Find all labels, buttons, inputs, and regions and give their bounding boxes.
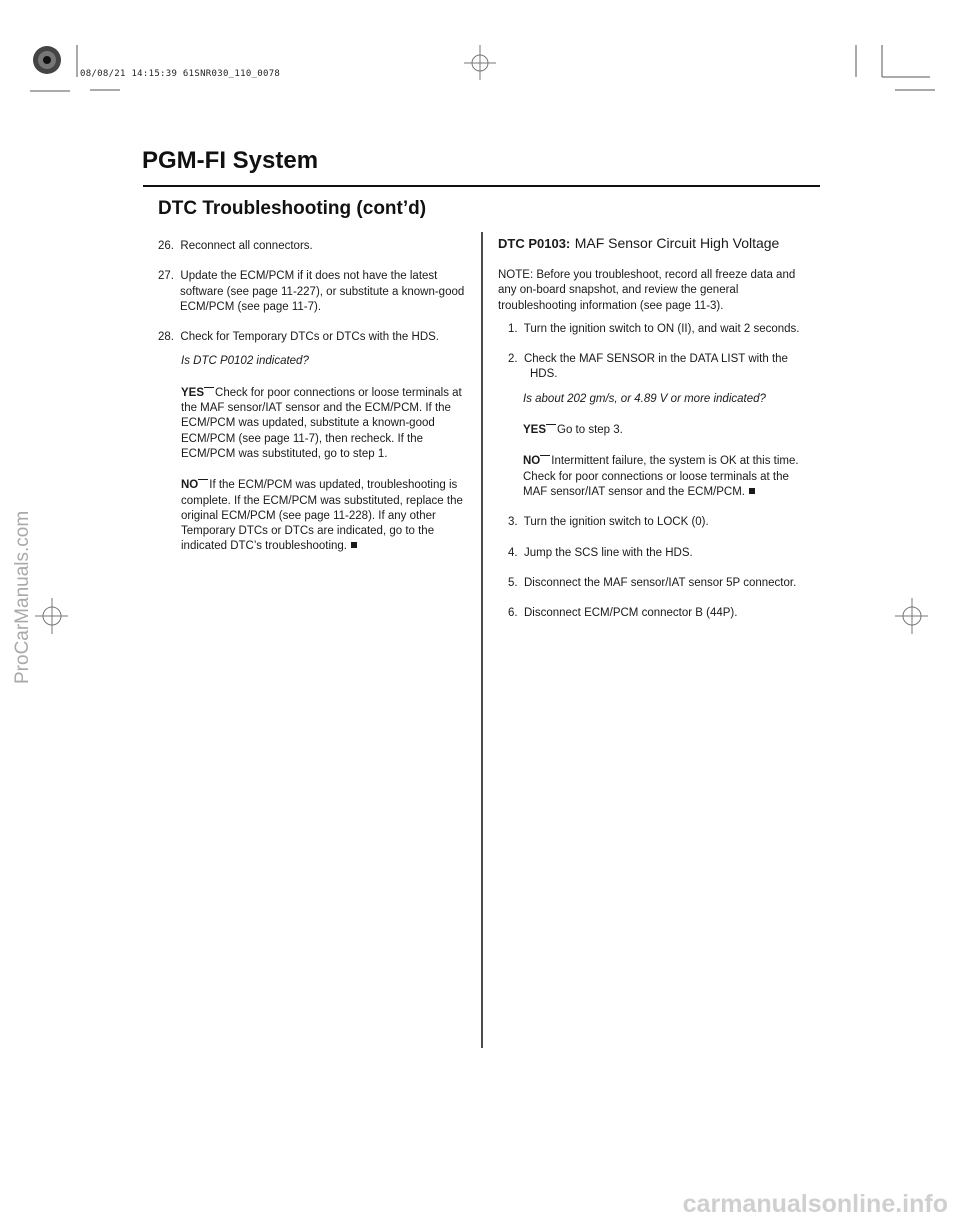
list-item: 1. Turn the ignition switch to ON (II), and wait 2 seconds.: [508, 322, 800, 335]
no-label: NO: [523, 455, 541, 468]
list-item: 5. Disconnect the MAF sensor/IAT sensor 5P connector.: [508, 576, 797, 589]
watermark-left: ProCarManuals.com: [12, 510, 33, 684]
list-item: 3. Turn the ignition switch to LOCK (0).: [508, 516, 709, 529]
left-column: [158, 239, 470, 555]
yes-branch: YES Go to step 3.: [523, 424, 623, 437]
list-item: 27. Update the ECM/PCM if it does not have the latest software (see page 11-227), or substitute a known-good ECM/PCM (see page 11-7).: [158, 270, 465, 313]
question-text: Is DTC P0102 indicated?: [181, 355, 309, 368]
end-square-icon: [351, 542, 357, 548]
crosshair-icon: [464, 45, 496, 80]
crosshair-icon: [35, 598, 68, 634]
dtc-title: MAF Sensor Circuit High Voltage: [574, 235, 780, 251]
yes-label: YES: [523, 424, 547, 437]
section-title: PGM-FI System: [142, 147, 319, 174]
registration-target-icon: [33, 46, 61, 74]
yes-label: YES: [181, 386, 205, 399]
dtc-heading: [498, 235, 779, 253]
note-text: NOTE: Before you troubleshoot, record all freeze data and any on-board snapshot, and review the general troubleshooting information (see page 11-3).: [498, 269, 796, 312]
page-subtitle: DTC Troubleshooting (cont’d): [158, 198, 427, 219]
list-item: 26. Reconnect all connectors.: [158, 240, 313, 252]
no-label: NO: [181, 479, 199, 492]
list-item: 4. Jump the SCS line with the HDS.: [508, 546, 693, 559]
dtc-code: DTC P0103:: [498, 236, 571, 251]
watermark-bottom: carmanualsonline.info: [682, 1190, 948, 1218]
yes-branch: YES Check for poor connections or loose terminals at the MAF sensor/IAT sensor and the ECM/PCM. If the ECM/PCM was updated, substitute a known-good ECM/PCM (see page 11-7), then recheck. If the ECM/PCM was substituted, go to step 1.: [181, 386, 462, 460]
question-text: Is about 202 gm/s, or 4.89 V or more indicated?: [523, 392, 766, 405]
list-item: 28. Check for Temporary DTCs or DTCs with the HDS.: [158, 331, 439, 344]
no-branch: NO Intermittent failure, the system is OK at this time. Check for poor connections or loose terminals at the MAF sensor/IAT sensor and the ECM/PCM.: [523, 455, 799, 498]
crosshair-icon: [895, 598, 928, 634]
list-item: 2. Check the MAF SENSOR in the DATA LIST with the HDS.: [508, 353, 788, 381]
print-stamp: 08/08/21 14:15:39 61SNR030_110_0078: [80, 69, 281, 79]
list-item: 6. Disconnect ECM/PCM connector B (44P).: [508, 607, 738, 620]
right-column: [498, 268, 810, 621]
no-branch: NO If the ECM/PCM was updated, troubleshooting is complete. If the ECM/PCM was substituted, replace the original ECM/PCM (see page 11-228). If any other Temporary DTCs or DTCs are indicated, go to the indicated DTC’s troubleshooting.: [181, 479, 463, 553]
end-square-icon: [749, 488, 755, 494]
